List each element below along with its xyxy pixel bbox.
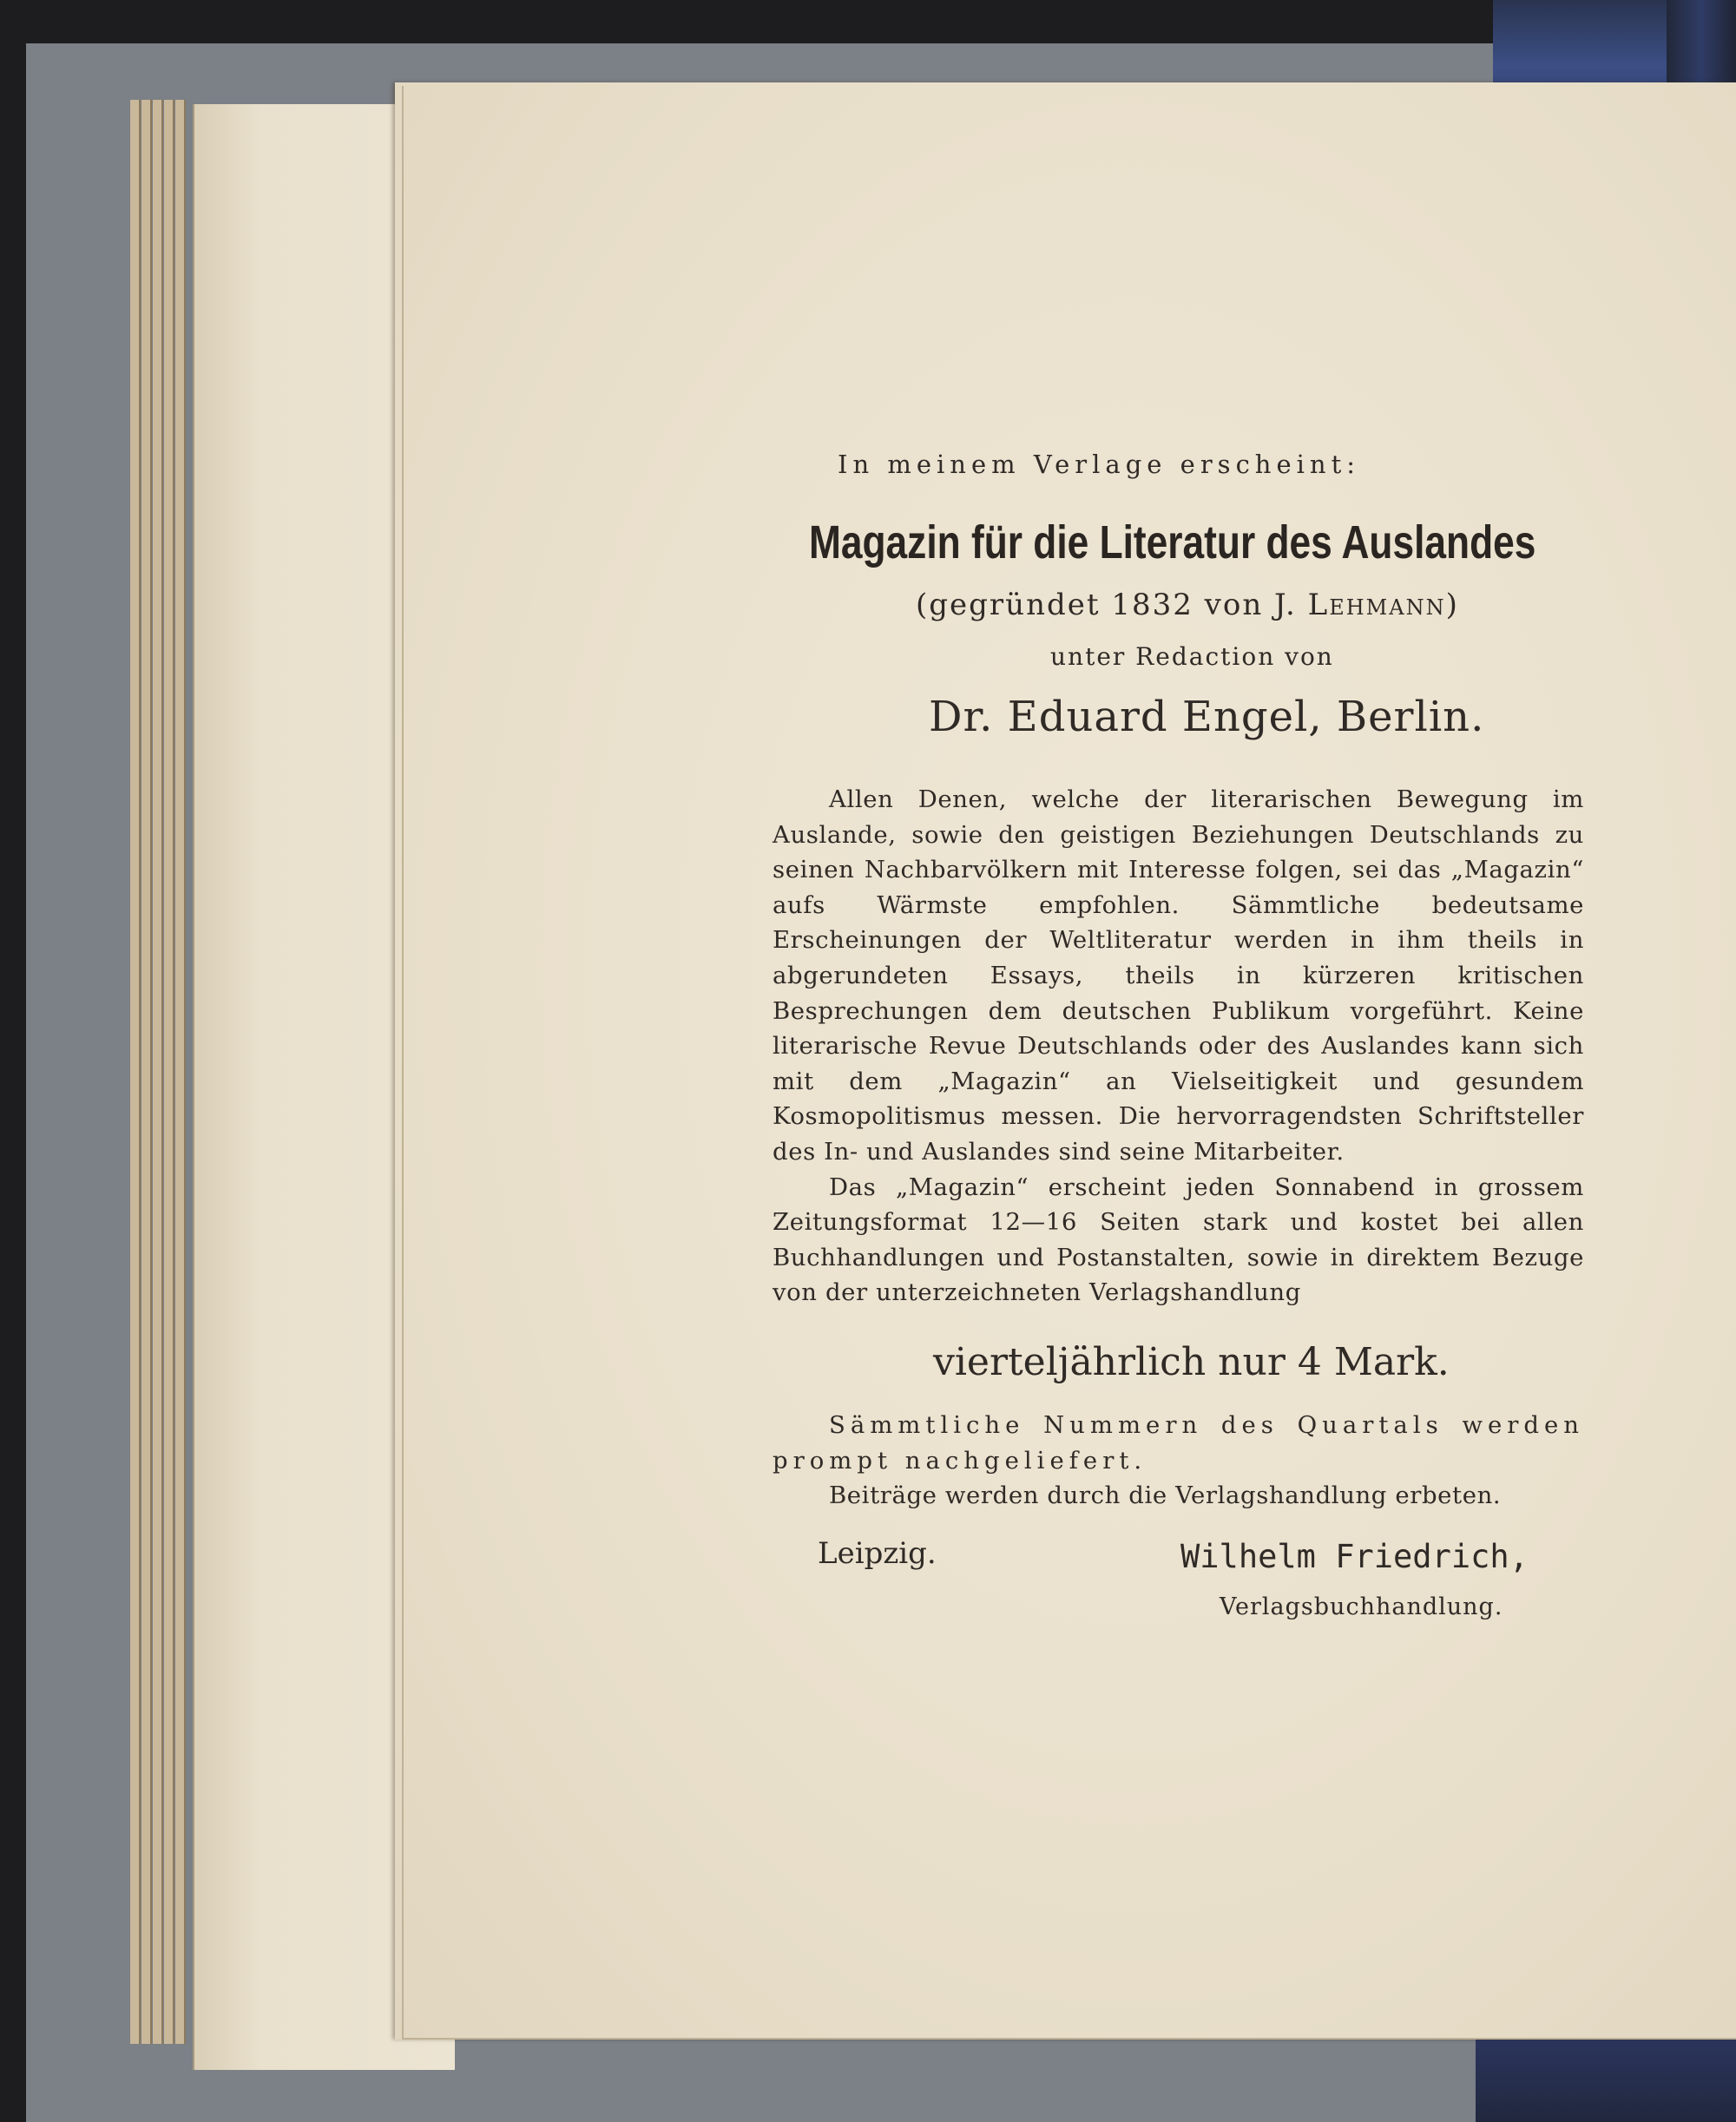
founded-line [916,586,1584,624]
editor-name: Dr. Eduard Engel, Berlin. [929,693,1485,741]
advertisement [764,447,1584,1640]
contributions-notice: Beiträge werden durch die Verlagshandlung erbeten. [829,1481,1502,1510]
founder-name: Lehmann [1307,588,1446,622]
price-line: vierteljährlich nur 4 Mark. [933,1339,1450,1384]
description-paragraph: Allen Denen, welche der literarischen Bewegung im Auslande, sowie den geistigen Beziehungen Deutschlands zu seinen Nachbarvölkern mit Interesse folgen, sei das „Magazin“ aufs Wärmste empfohlen. Sämmtliche bedeutsame Erscheinungen der Weltliteratur werden in ihm theils in abgerundeten Essays, theils in kürzeren kritischen Besprechungen dem deutschen Publikum vorgeführt. Keine literarische Revue Deutschlands oder des Auslandes kann sich mit dem „Magazin“ an Vielseitigkeit und gesundem Kosmopolitismus messen. Die hervorragendsten Schriftsteller des In- und Auslandes sind seine Mitarbeiter. [773,785,1584,1166]
founded-suffix: ) [1445,588,1459,622]
page-edge [130,100,141,2044]
page-edge [164,100,174,2044]
intro-line: In meinem Verlage erscheint: [838,450,1361,479]
publisher-type: Verlagsbuchhandlung. [1220,1593,1503,1620]
place: Leipzig. [818,1535,937,1571]
magazine-title: Magazin für die Literatur des Auslandes [809,516,1536,568]
redaction-line: unter Redaction von [1050,642,1334,671]
signature-block [764,1536,1584,1640]
page-edge [175,100,186,2044]
back-issues-notice: Sämmtliche Nummern des Quartals werden prompt nachgeliefert. [773,1410,1584,1475]
publisher-name: Wilhelm Friedrich, [1180,1537,1529,1575]
founded-prefix: (gegründet 1832 von J. [916,588,1308,622]
publication-paragraph: Das „Magazin“ erscheint jeden Sonnabend in grossem Zeitungsformat 12—16 Seiten stark und kostet bei allen Buchhandlungen und Postanstalten, sowie in direktem Bezuge von der unterzeichneten Verlagshandlung [773,1173,1584,1307]
page-edge [153,100,163,2044]
book-cover-cloth-bottom [1476,2031,1736,2122]
page-edge [141,100,152,2044]
